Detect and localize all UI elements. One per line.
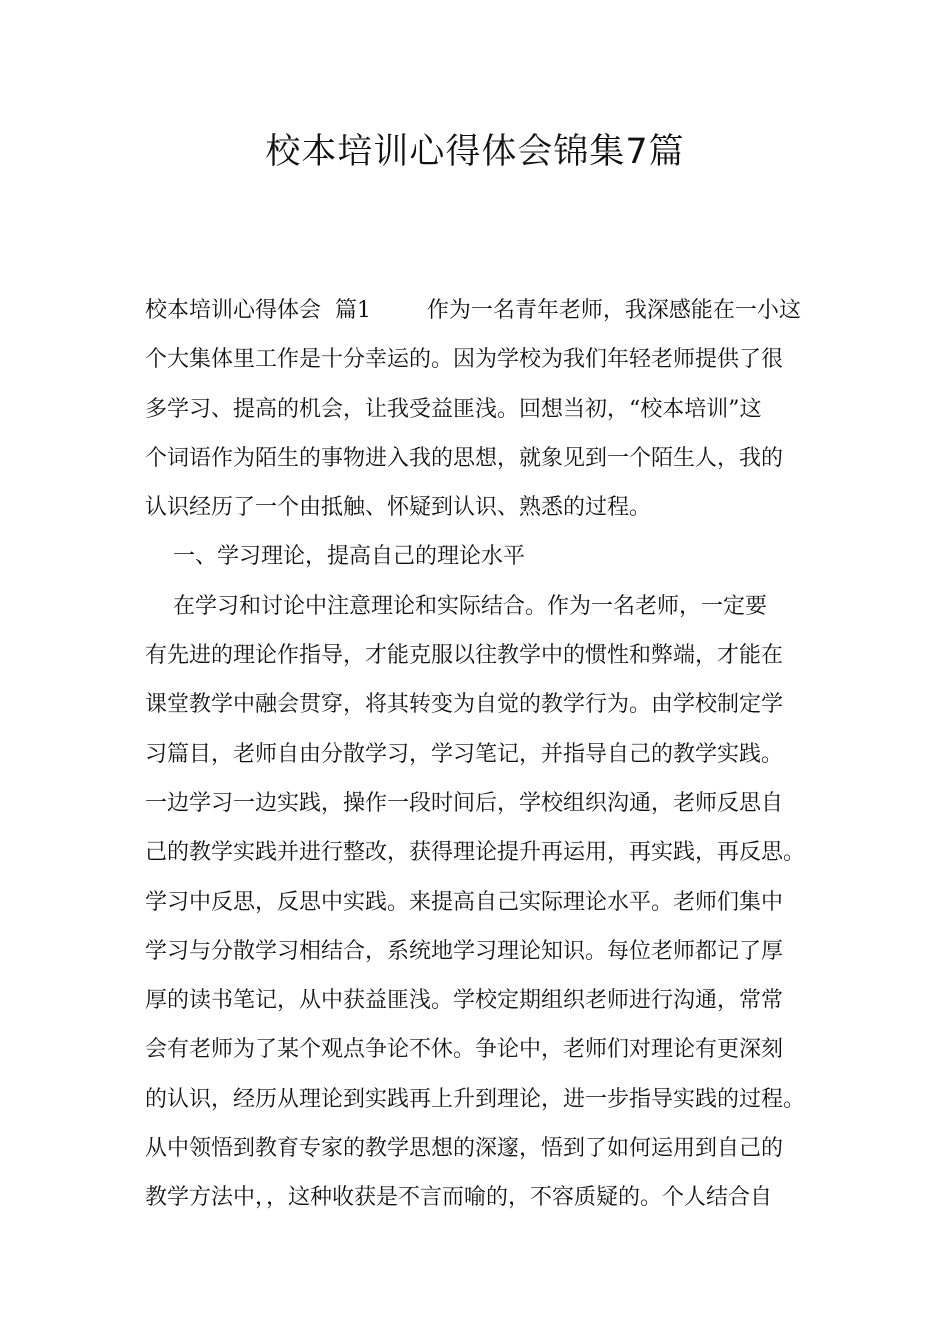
- body-line: 有先进的理论作指导，才能克服以往教学中的惯性和弊端，才能在: [145, 643, 784, 669]
- body-line: 一边学习一边实践，操作一段时间后，学校组织沟通，老师反思自: [145, 790, 784, 816]
- document-title: 校本培训心得体会锦集7篇: [265, 132, 685, 172]
- body-line: 在学习和讨论中注意理论和实际结合。作为一名老师，一定要: [145, 593, 767, 619]
- body-line: 习篇目，老师自由分散学习，学习笔记，并指导自己的教学实践。: [145, 741, 784, 767]
- body-line: 认识经历了一个由抵触、怀疑到认识、熟悉的过程。: [145, 495, 652, 521]
- body-line: 个词语作为陌生的事物进入我的思想，就象见到一个陌生人，我的: [145, 445, 784, 471]
- document-body: [145, 286, 825, 1223]
- body-line: 的认识，经历从理论到实践再上升到理论，进一步指导实践的过程。: [145, 1086, 806, 1112]
- body-line: 多学习、提高的机会，让我受益匪浅。回想当初，“校本培训”这: [145, 396, 762, 422]
- body-line: 校本培训心得体会 篇1 作为一名青年老师，我深感能在一小这: [145, 298, 801, 323]
- body-line: 会有老师为了某个观点争论不休。争论中，老师们对理论有更深刻: [145, 1037, 784, 1063]
- section-heading: 一、学习理论，提高自己的理论水平: [145, 544, 525, 570]
- body-line: 个大集体里工作是十分幸运的。因为学校为我们年轻老师提供了很: [145, 347, 784, 373]
- body-line: 教学方法中，，这种收获是不言而喻的，不容质疑的。个人结合自: [145, 1185, 773, 1211]
- body-line: 学习与分散学习相结合，系统地学习理论知识。每位老师都记了厚: [145, 938, 784, 964]
- body-line: 厚的读书笔记，从中获益匪浅。学校定期组织老师进行沟通，常常: [145, 988, 784, 1014]
- body-line: 己的教学实践并进行整改，获得理论提升再运用，再实践，再反思。: [145, 840, 806, 866]
- body-line: 课堂教学中融会贯穿，将其转变为自觉的教学行为。由学校制定学: [145, 692, 784, 718]
- body-line: 从中领悟到教育专家的教学思想的深邃，悟到了如何运用到自己的: [145, 1136, 784, 1162]
- body-line: 学习中反思，反思中实践。来提高自己实际理论水平。老师们集中: [145, 889, 784, 915]
